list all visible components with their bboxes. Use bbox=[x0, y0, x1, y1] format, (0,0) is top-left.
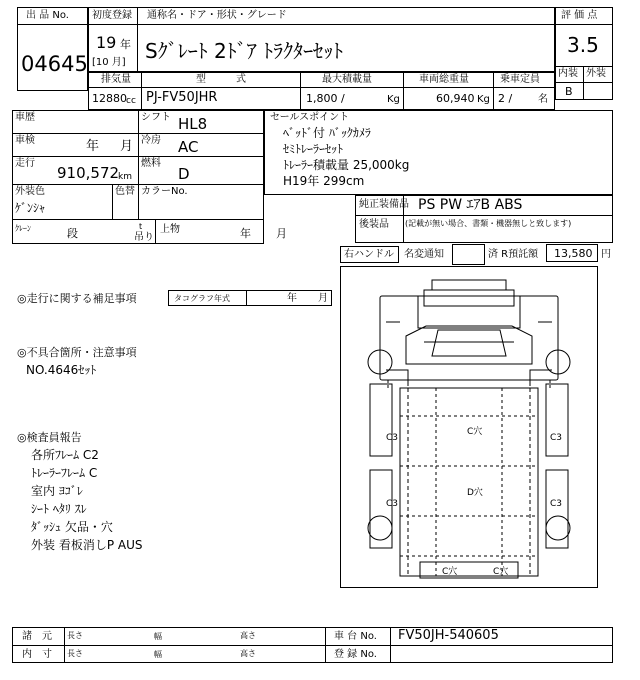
shift-value: HL8 bbox=[178, 115, 208, 133]
inspection-month: 月 bbox=[120, 139, 134, 154]
capacity-value: 2 / bbox=[498, 92, 513, 105]
deck-year: 年 bbox=[240, 227, 251, 240]
truck-cab bbox=[380, 296, 558, 380]
reg-month: [10 月] bbox=[92, 57, 126, 68]
lot-no: 04645 bbox=[21, 52, 88, 76]
displacement-unit: cc bbox=[126, 96, 136, 106]
first-reg-label: 初度登録 bbox=[92, 10, 132, 21]
recycle-unit: 円 bbox=[601, 249, 611, 260]
ac-value: AC bbox=[178, 138, 199, 156]
color-no-label: 色替 bbox=[115, 186, 135, 197]
damage-mark: C穴 bbox=[493, 567, 509, 577]
history-label: 車歴 bbox=[15, 112, 35, 123]
exterior-label: 外装 bbox=[586, 68, 606, 79]
lot-no-label: 出 品 No. bbox=[26, 10, 69, 21]
vehicle-name: Sｸﾞﾚｰﾄ 2ﾄﾞｱ ﾄﾗｸﾀｰｾｯﾄ bbox=[145, 39, 344, 63]
displacement-value: 12880 bbox=[92, 92, 127, 105]
interior-dim-label: 内 寸 bbox=[22, 649, 52, 660]
reg-no-label: 登 録 No. bbox=[334, 649, 377, 660]
damage-mark: C穴 bbox=[442, 567, 458, 577]
inspector-line: 外装 看板消しP AUS bbox=[31, 538, 143, 552]
interior-grade: B bbox=[565, 85, 573, 98]
aftermarket-label: 後装品 bbox=[359, 219, 389, 230]
crane-label: ｸﾚｰﾝ bbox=[15, 224, 31, 233]
displacement-label: 排気量 bbox=[101, 74, 131, 85]
max-load-label: 最大積載量 bbox=[322, 74, 372, 85]
rhd-label: 右ハンドル bbox=[344, 249, 394, 260]
recycle-amount: 13,580 bbox=[554, 247, 593, 260]
damage-mark: D穴 bbox=[467, 488, 483, 498]
wheel-rear-left bbox=[368, 516, 392, 540]
shift-label: シフト bbox=[141, 112, 171, 123]
max-load-value: 1,800 / bbox=[306, 92, 345, 105]
mileage-label: 走行 bbox=[15, 158, 35, 169]
interior-label: 内装 bbox=[558, 68, 578, 79]
aftermarket-note: (記載が無い場合、書類・機器無しと致します) bbox=[405, 219, 572, 228]
sales-point-line: H19年 299cm bbox=[283, 174, 365, 188]
ext-color-value: ｹﾞﾝｼｬ bbox=[15, 201, 46, 215]
reg-year: 19 bbox=[96, 33, 117, 52]
gross-weight-label: 車両総重量 bbox=[419, 74, 469, 85]
capacity-unit: 名 bbox=[538, 94, 548, 105]
wheel-rear-right bbox=[546, 516, 570, 540]
damage-mark: C3 bbox=[386, 499, 399, 509]
driving-notes-label: ◎走行に関する補足事項 bbox=[17, 292, 137, 305]
recycle-label: 済 R預託額 bbox=[488, 249, 539, 260]
sales-point-line: ﾄﾚｰﾗｰ積載量 25,000kg bbox=[283, 158, 410, 172]
chassis-no: FV50JH-540605 bbox=[398, 628, 499, 643]
rating-value: 3.5 bbox=[567, 33, 599, 57]
defects-label: ◎不具合箇所・注意事項 bbox=[17, 346, 137, 359]
mileage-unit: km bbox=[118, 172, 132, 182]
transfer-label: 名変通知 bbox=[404, 249, 444, 260]
crane-t: t bbox=[139, 222, 143, 231]
height-label: 高さ bbox=[240, 649, 256, 658]
damage-mark: C穴 bbox=[467, 427, 483, 437]
tacho-label: タコグラフ年式 bbox=[174, 294, 230, 303]
fuel-label: 燃料 bbox=[141, 158, 161, 169]
deck-label: 上物 bbox=[160, 224, 180, 235]
tacho-month: 月 bbox=[318, 293, 328, 304]
length-label: 長さ bbox=[67, 631, 83, 640]
sales-point-line: ﾍﾞｯﾄﾞ付 ﾊﾞｯｸｶﾒﾗ bbox=[283, 126, 371, 140]
model-label: 型 式 bbox=[196, 74, 246, 85]
gross-weight-unit: Kg bbox=[477, 94, 490, 105]
defect-line: NO.4646ｾｯﾄ bbox=[26, 363, 97, 377]
ext-color-label: 外装色 bbox=[15, 186, 45, 197]
inspector-line: ﾄﾚｰﾗｰﾌﾚｰﾑ C bbox=[31, 466, 98, 480]
gross-weight-value: 60,940 bbox=[436, 92, 475, 105]
inspector-line: ﾀﾞｯｼｭ 欠品・穴 bbox=[31, 520, 113, 534]
max-load-unit: Kg bbox=[387, 94, 400, 105]
capacity-label: 乗車定員 bbox=[500, 74, 540, 85]
inspection-label: 車検 bbox=[15, 135, 35, 146]
dim-label: 諸 元 bbox=[22, 631, 52, 642]
chassis-label: 車 台 No. bbox=[334, 631, 377, 642]
inspector-label: ◎検査員報告 bbox=[17, 431, 82, 444]
width-label: 幅 bbox=[154, 632, 162, 641]
crane-stage: 段 bbox=[67, 227, 78, 240]
equipment-label: 純正装備品 bbox=[359, 199, 409, 210]
inspection-year: 年 bbox=[86, 139, 100, 154]
mileage-value: 910,572 bbox=[57, 164, 120, 182]
width-label: 幅 bbox=[154, 650, 162, 659]
color-code-label: カラーNo. bbox=[141, 186, 188, 197]
deck-month: 月 bbox=[276, 227, 287, 240]
inspector-line: 各所ﾌﾚｰﾑ C2 bbox=[31, 448, 99, 462]
rating-label: 評 価 点 bbox=[561, 10, 598, 21]
height-label: 高さ bbox=[240, 631, 256, 640]
truck-bumper bbox=[424, 290, 514, 306]
sales-point-line: ｾﾐﾄﾚｰﾗｰｾｯﾄ bbox=[283, 142, 344, 156]
crane-hang: 吊り bbox=[134, 232, 154, 243]
fuel-value: D bbox=[178, 165, 190, 183]
equipment-value: PS PW ｴｱB ABS bbox=[418, 197, 523, 213]
model-value: PJ-FV50JHR bbox=[146, 90, 218, 105]
name-label: 通称名・ドア・形状・グレード bbox=[147, 10, 287, 21]
truck-windshield bbox=[432, 330, 506, 356]
tacho-year: 年 bbox=[287, 293, 297, 304]
damage-mark: C3 bbox=[550, 499, 563, 509]
inspector-line: ｼｰﾄ ﾍﾀﾘ ｽﾚ bbox=[31, 502, 87, 516]
damage-mark: C3 bbox=[550, 433, 563, 443]
reg-year-unit: 年 bbox=[120, 38, 131, 51]
length-label: 長さ bbox=[67, 649, 83, 658]
inspector-line: 室内 ﾖｺﾞﾚ bbox=[31, 484, 83, 498]
ac-label: 冷房 bbox=[141, 135, 161, 146]
sales-points-label: セールスポイント bbox=[270, 112, 350, 123]
transfer-box bbox=[452, 244, 485, 265]
damage-mark: C3 bbox=[386, 433, 399, 443]
